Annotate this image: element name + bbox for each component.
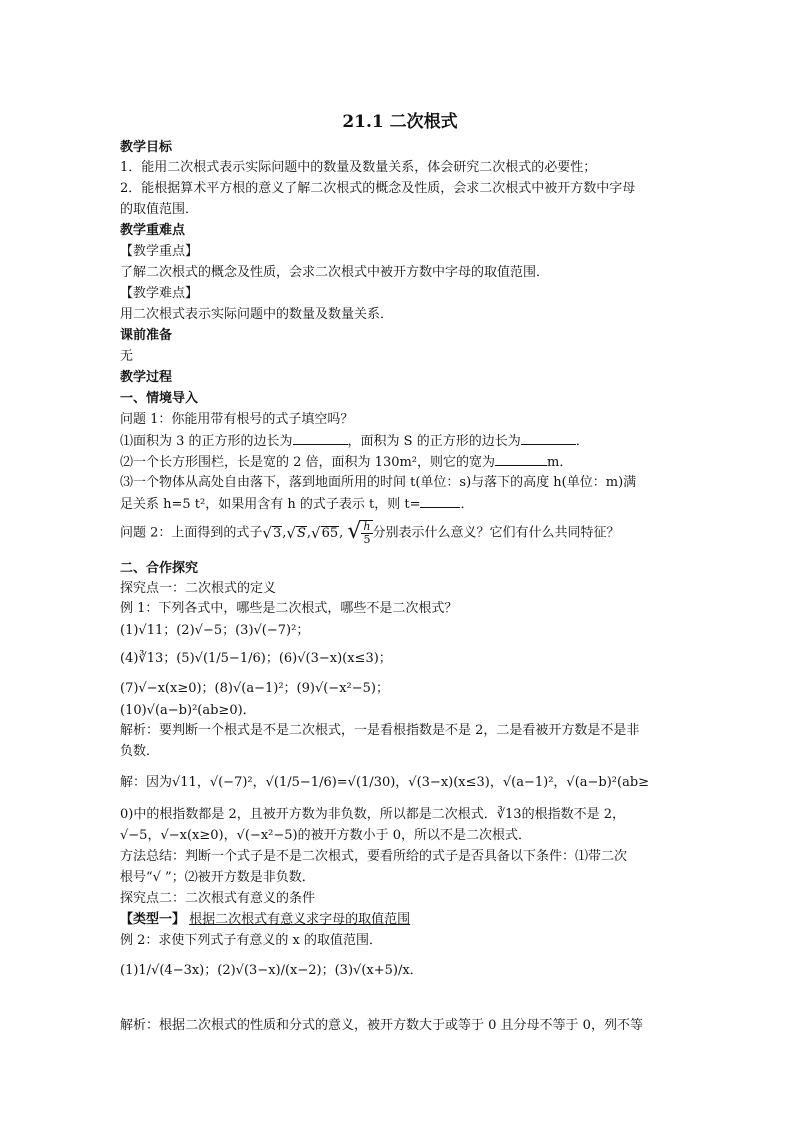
example-1-items-line3: (7)√−x(x≥0)；(8)√(a−1)²；(9)√(−x²−5)； [120,681,389,696]
question-1-item3-line1: ⑶一个物体从高处自由落下，落到地面所用的时间 t(单位：s)与落下的高度 h(单位：m)满 [120,475,637,490]
answer-blank [293,432,348,445]
q1-3-text-c: ． [460,497,474,512]
example-1-items-line4: (10)√(a−b)²(ab≥0)． [120,703,256,718]
method-summary-line1: 方法总结：判断一个式子是不是二次根式，要看所给的式子是否具备以下条件：⑴带二次 [120,849,628,864]
q2-text-a: 问题 2：上面得到的式子 [120,525,263,541]
example-2: 例 2：求使下列式子有意义的 x 的取值范围． [120,933,382,948]
q2-text-b: 分别表示什么意义？它们有什么共同特征？ [372,525,620,541]
question-1-item2 [120,453,572,472]
question-2: 问题 2：上面得到的式子√3,√S,√65, √ $\frac{h}{5}$ 分别表示什么意义？它们有什么共同特征？ [120,518,620,546]
goal-1: 1．能用二次根式表示实际问题中的数量及数量关系，体会研究二次根式的必要性； [120,160,597,175]
part1-heading: 一、情境导入 [120,391,199,406]
answer-blank [420,495,460,508]
analysis-1-line1: 解析：要判断一个根式是不是二次根式，一是看根指数是不是 2，二是看被开方数是不是非 [120,723,640,738]
prep-text: 无 [120,349,134,364]
sqrt-65: √65 [311,523,339,542]
type-1-label: 【类型一】 [120,912,186,927]
analysis-2: 解析：根据二次根式的性质和分式的意义，被开方数大于或等于 0 且分母不等于 0，列不等 [120,1018,643,1033]
key-subheading: 【教学重点】 [120,244,199,259]
q1-1-text-c: ． [575,434,589,449]
type-1-title: 根据二次根式有意义求字母的取值范围 [189,912,411,927]
q1-3-text-b: 足关系 h=5 t²，如果用含有 h 的式子表示 t，则 t= [120,497,421,512]
difficulty-text: 用二次根式表示实际问题中的数量及数量关系． [120,307,394,322]
example-1: 例 1：下列各式中，哪些是二次根式，哪些不是二次根式？ [120,601,458,616]
explore-point-1: 探究点一：二次根式的定义 [120,581,277,596]
example-1-items-line2: (4)∛13；(5)√(1/5−1/6)；(6)√(3−x)(x≤3)； [120,651,392,666]
section-heading-key: 教学重难点 [120,223,186,238]
method-summary-line2: 根号“√ ”；⑵被开方数是非负数． [120,870,315,885]
analysis-1-line2: 负数． [120,744,160,759]
key-text: 了解二次根式的概念及性质，会求二次根式中被开方数中字母的取值范围． [120,265,550,280]
section-heading-goals: 教学目标 [120,140,173,155]
q1-1-text-a: ⑴面积为 3 的正方形的边长为 [120,434,293,449]
solution-1-line1: 解：因为√11，√(−7)²，√(1/5−1/6)=√(1/30)，√(3−x)(x≤3)，√(a−1)²，√(a−b)²(ab≥ [120,775,650,790]
part2-heading: 二、合作探究 [120,561,199,576]
q1-2-text-b: m． [547,455,573,470]
section-heading-prep: 课前准备 [120,328,173,343]
solution-1-line3: √−5，√−x(x≥0)，√(−x²−5)的被开方数小于 0，所以不是二次根式． [120,828,532,843]
sqrt-3: √3 [262,523,282,542]
question-1-item3-line2 [120,495,474,514]
section-heading-process: 教学过程 [120,370,173,385]
solution-1-line2: 0)中的根指数都是 2，且被开方数为非负数，所以都是二次根式．∛13的根指数不是 2， [120,807,625,822]
q1-2-text-a: ⑵一个长方形围栏，长是宽的 2 倍，面积为 130m²，则它的宽为 [120,455,496,470]
page-title: 21.1 二次根式 [342,112,458,132]
answer-blank [495,453,547,466]
answer-blank [521,432,576,445]
goal-2-line2: 的取值范围． [120,202,199,217]
goal-2-line1: 2．能根据算术平方根的意义了解二次根式的概念及性质，会求二次根式中被开方数中字母 [120,181,636,196]
example-2-items: (1)1/√(4−3x)；(2)√(3−x)/(x−2)；(3)√(x+5)/x． [120,963,423,978]
sqrt-s: √S [286,523,306,542]
example-1-items-line1: (1)√11；(2)√−5；(3)√(−7)²； [120,623,310,638]
q1-1-text-b: ，面积为 S 的正方形的边长为 [347,434,521,449]
question-1-item1 [120,432,589,451]
explore-point-2: 探究点二：二次根式有意义的条件 [120,891,316,906]
difficulty-subheading: 【教学难点】 [120,286,199,301]
type-1-heading [120,911,410,929]
question-1: 问题 1：你能用带有根号的式子填空吗？ [120,412,354,427]
sqrt-h-over-5: √ $\frac{h}{5}$ [347,518,371,546]
